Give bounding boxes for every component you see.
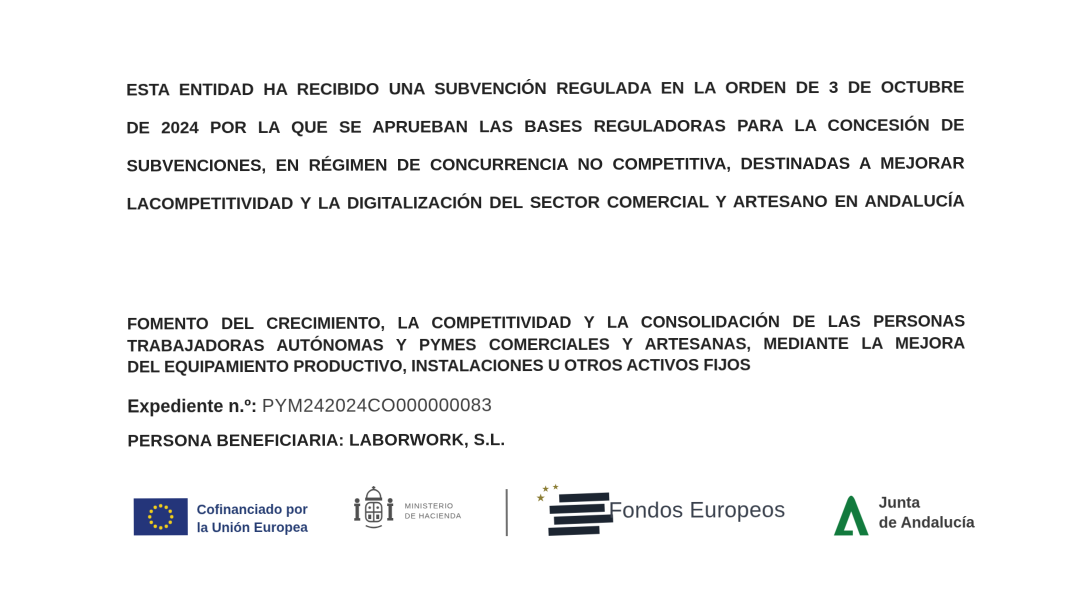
- ministerio-line2: DE HACIENDA: [405, 511, 462, 521]
- spain-coat-of-arms-icon: [351, 486, 397, 545]
- eu-cofinancing-line1: Cofinanciado por: [197, 501, 308, 519]
- ministerio-hacienda-label: [405, 501, 462, 520]
- fondos-europeos-icon: [536, 482, 614, 545]
- expediente-line: [127, 394, 492, 417]
- expediente-number: PYM242024CO000000083: [262, 394, 492, 416]
- junta-line1: Junta: [879, 493, 975, 513]
- fondos-europeos-label: Fondos Europeos: [609, 497, 786, 524]
- program-description-paragraph: [127, 312, 965, 379]
- paragraph-line: DEL EQUIPAMIENTO PRODUCTIVO, INSTALACIONES U OTROS ACTIVOS FIJOS: [127, 355, 965, 379]
- eu-cofinancing-label: [197, 501, 308, 536]
- eu-cofinancing-line2: la Unión Europea: [197, 518, 308, 536]
- eu-flag-icon: [134, 498, 188, 540]
- beneficiary-label: PERSONA BENEFICIARIA:: [127, 431, 344, 451]
- logo-divider: [506, 489, 508, 536]
- beneficiary-line: [127, 430, 505, 451]
- junta-de-andalucia-label: [879, 493, 975, 532]
- paragraph-line: TRABAJADORAS AUTÓNOMAS Y PYMES COMERCIALES Y ARTESANAS, MEDIANTE LA MEJORA: [127, 333, 965, 357]
- beneficiary-name: LABORWORK, S.L.: [349, 430, 505, 450]
- paragraph-line: LACOMPETITIVIDAD Y LA DIGITALIZACIÓN DEL SECTOR COMERCIAL Y ARTESANO EN ANDALUCÍA: [127, 183, 965, 224]
- expediente-label: Expediente n.º:: [127, 396, 257, 416]
- paragraph-line: SUBVENCIONES, EN RÉGIMEN DE CONCURRENCIA NO COMPETITIVA, DESTINADAS A MEJORAR: [126, 145, 964, 186]
- ministerio-line1: MINISTERIO: [405, 501, 462, 511]
- junta-line2: de Andalucía: [879, 513, 975, 533]
- paragraph-line: FOMENTO DEL CRECIMIENTO, LA COMPETITIVIDAD Y LA CONSOLIDACIÓN DE LAS PERSONAS: [127, 312, 965, 336]
- junta-de-andalucia-icon: [831, 493, 872, 542]
- subsidy-order-paragraph: [126, 69, 965, 224]
- paragraph-line: DE 2024 POR LA QUE SE APRUEBAN LAS BASES REGULADORAS PARA LA CONCESIÓN DE: [126, 107, 964, 148]
- paragraph-line: ESTA ENTIDAD HA RECIBIDO UNA SUBVENCIÓN REGULADA EN LA ORDEN DE 3 DE OCTUBRE: [126, 69, 964, 110]
